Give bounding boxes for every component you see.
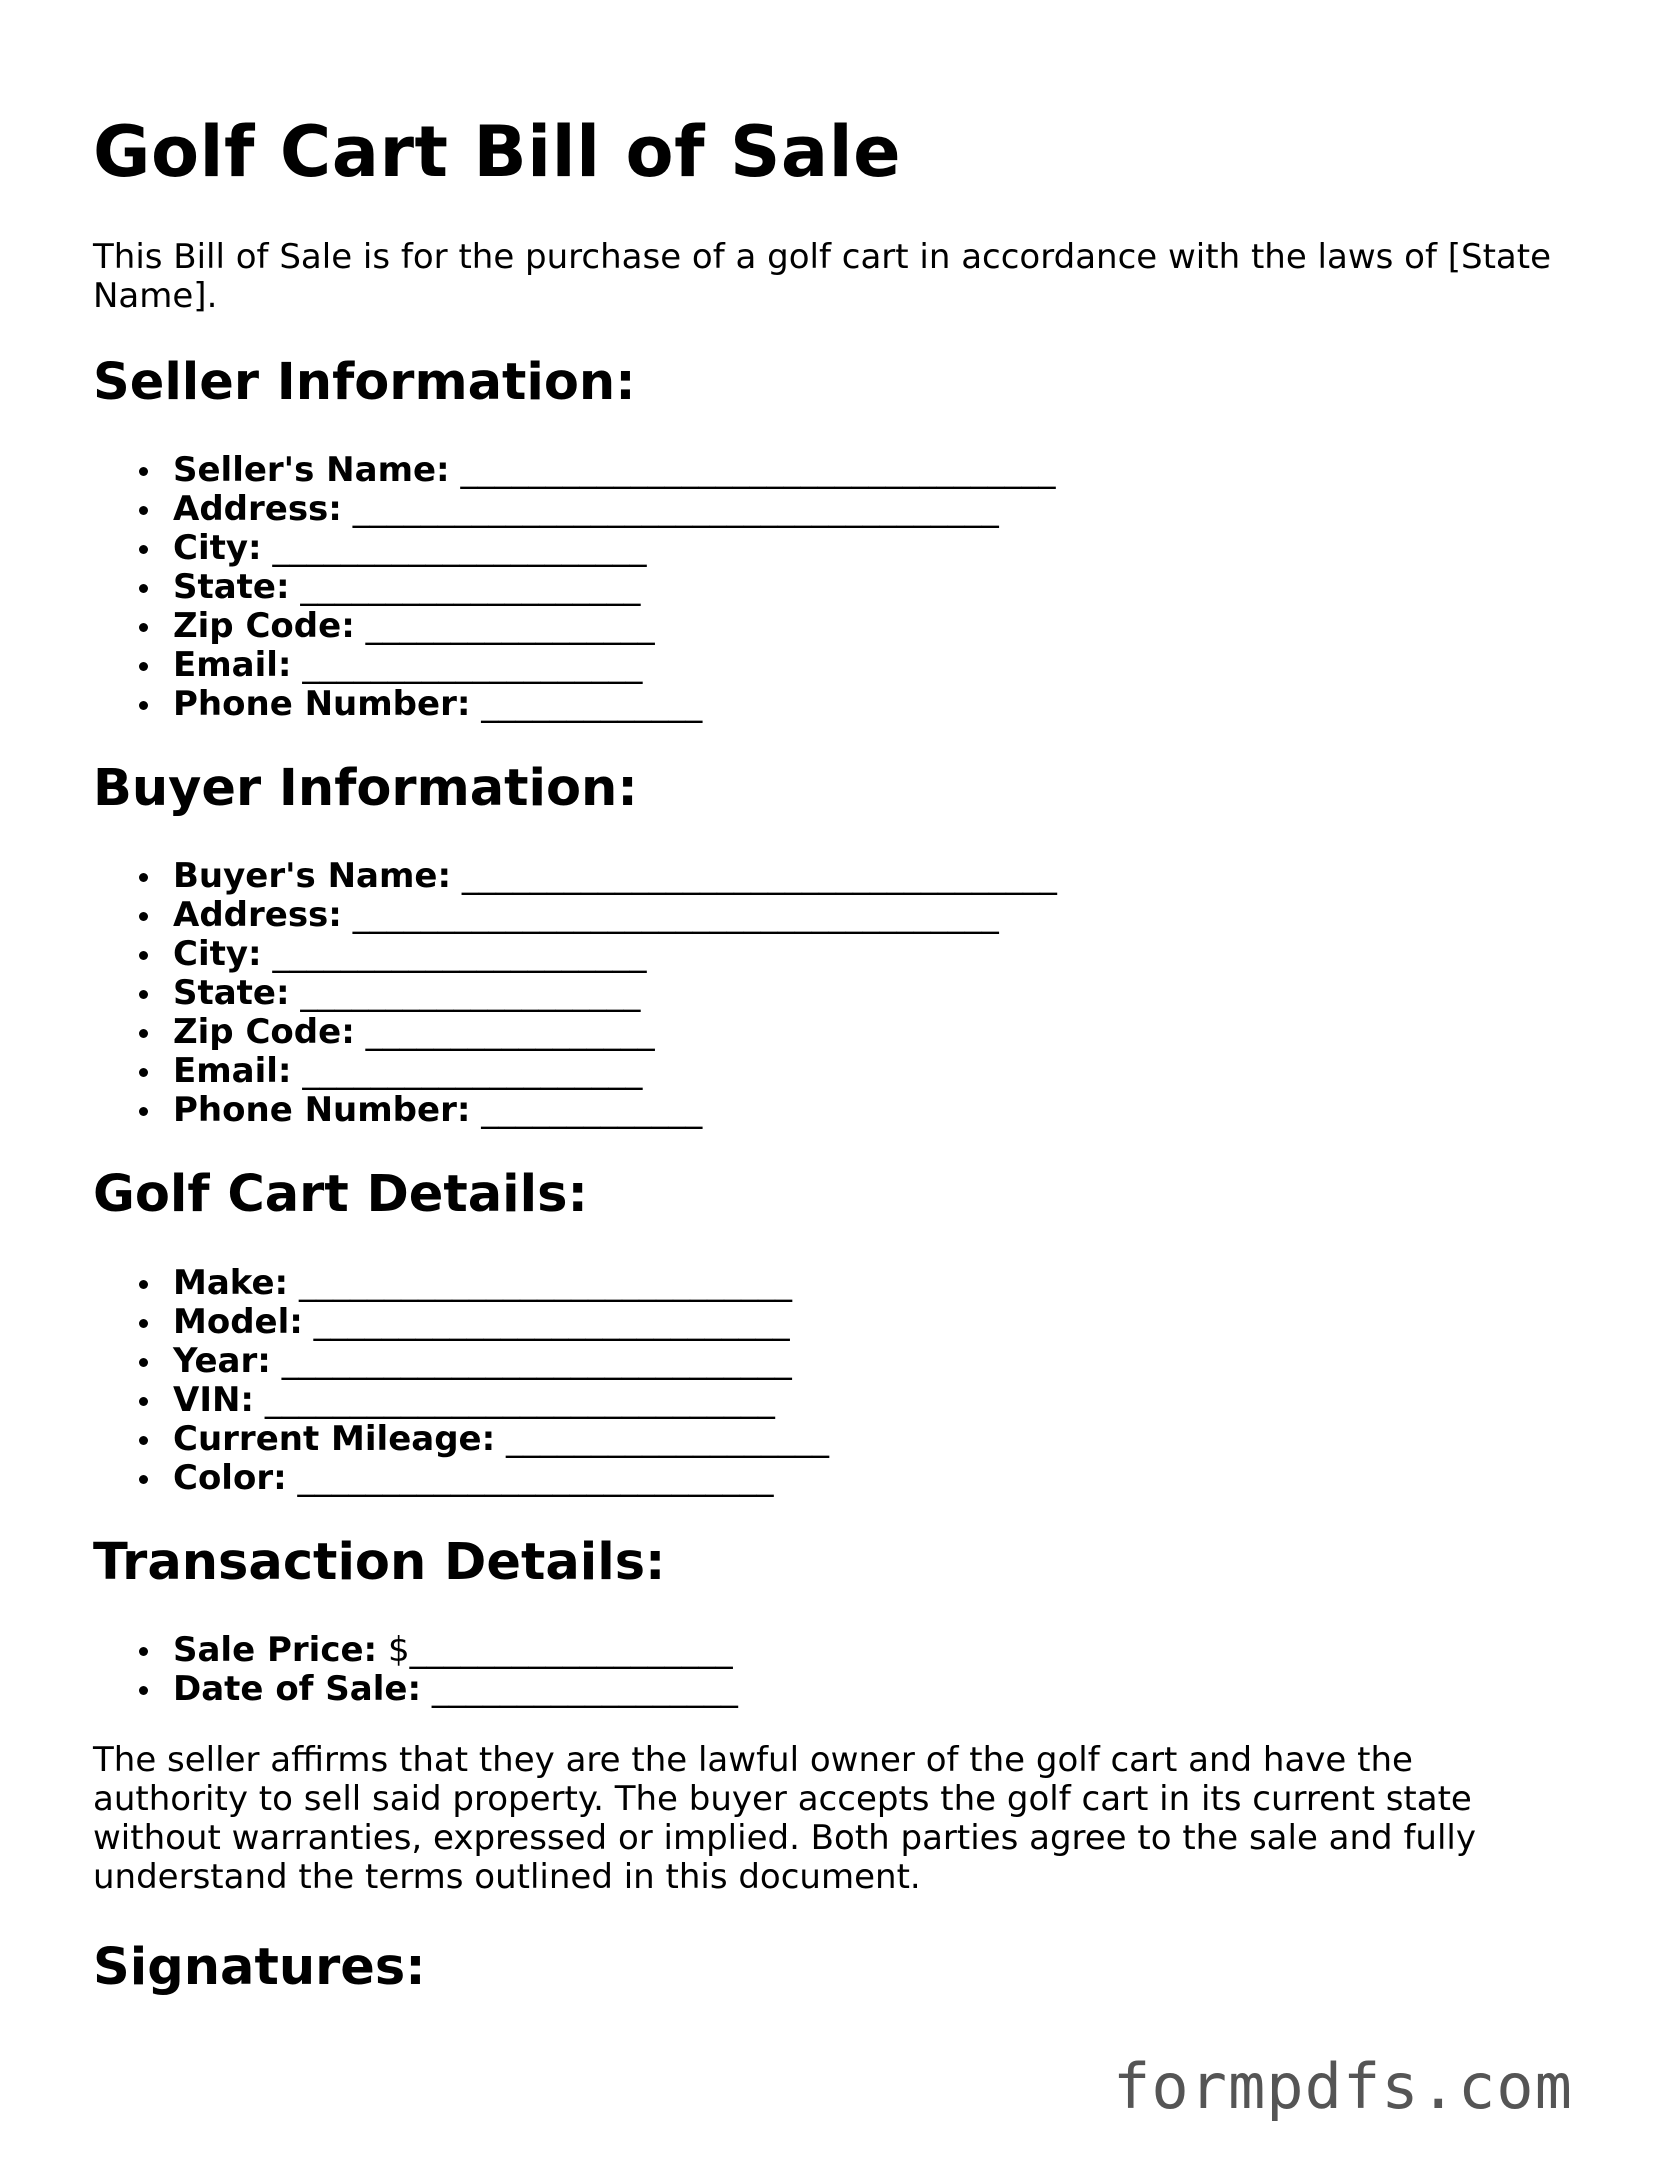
watermark-text: formpdfs.com: [1113, 2050, 1573, 2123]
cart-mileage-field[interactable]: Current Mileage: ___________________: [173, 1420, 1593, 1459]
cart-make-field[interactable]: Make: _____________________________: [173, 1264, 1593, 1303]
transaction-heading: Transaction Details:: [93, 1532, 666, 1592]
seller-zip-field[interactable]: Zip Code: _________________: [173, 607, 1593, 646]
buyer-heading: Buyer Information:: [93, 759, 638, 819]
cart-color-field[interactable]: Color: ____________________________: [173, 1459, 1593, 1498]
seller-email-field[interactable]: Email: ____________________: [173, 646, 1593, 685]
cart-year-field[interactable]: Year: ______________________________: [173, 1342, 1593, 1381]
cart-model-field[interactable]: Model: ____________________________: [173, 1303, 1593, 1342]
buyer-fields: [93, 857, 1593, 1130]
date-of-sale-field[interactable]: Date of Sale: __________________: [173, 1670, 1593, 1709]
buyer-zip-field[interactable]: Zip Code: _________________: [173, 1013, 1593, 1052]
seller-name-field[interactable]: Seller's Name: ___________________________________: [173, 451, 1593, 490]
seller-state-field[interactable]: State: ____________________: [173, 568, 1593, 607]
seller-address-field[interactable]: Address: ______________________________________: [173, 490, 1593, 529]
seller-fields: [93, 451, 1593, 724]
closing-statement: The seller affirms that they are the lawful owner of the golf cart and have the authority to sell said property. The buyer accepts the golf cart in its current state without warranties, expressed or implied. Both parties agree to the sale and fully understand the terms outlined in this document.: [93, 1739, 1476, 1897]
buyer-phone-field[interactable]: Phone Number: _____________: [173, 1091, 1593, 1130]
buyer-address-field[interactable]: Address: ______________________________________: [173, 896, 1593, 935]
cart-heading: Golf Cart Details:: [93, 1165, 588, 1225]
seller-heading: Seller Information:: [93, 353, 636, 412]
sale-price-field[interactable]: Sale Price: $___________________: [173, 1631, 1593, 1670]
page-title: Golf Cart Bill of Sale: [93, 111, 902, 193]
seller-city-field[interactable]: City: ______________________: [173, 529, 1593, 568]
document: [93, 110, 1593, 1998]
cart-vin-field[interactable]: VIN: ______________________________: [173, 1381, 1593, 1420]
intro-text: This Bill of Sale is for the purchase of a golf cart in accordance with the laws of [State Name].: [93, 237, 1551, 316]
transaction-fields: [93, 1631, 1593, 1709]
buyer-state-field[interactable]: State: ____________________: [173, 974, 1593, 1013]
cart-fields: [93, 1264, 1593, 1498]
buyer-name-field[interactable]: Buyer's Name: ___________________________________: [173, 857, 1593, 896]
signatures-heading: Signatures:: [93, 1937, 426, 1997]
seller-phone-field[interactable]: Phone Number: _____________: [173, 685, 1593, 724]
buyer-email-field[interactable]: Email: ____________________: [173, 1052, 1593, 1091]
buyer-city-field[interactable]: City: ______________________: [173, 935, 1593, 974]
